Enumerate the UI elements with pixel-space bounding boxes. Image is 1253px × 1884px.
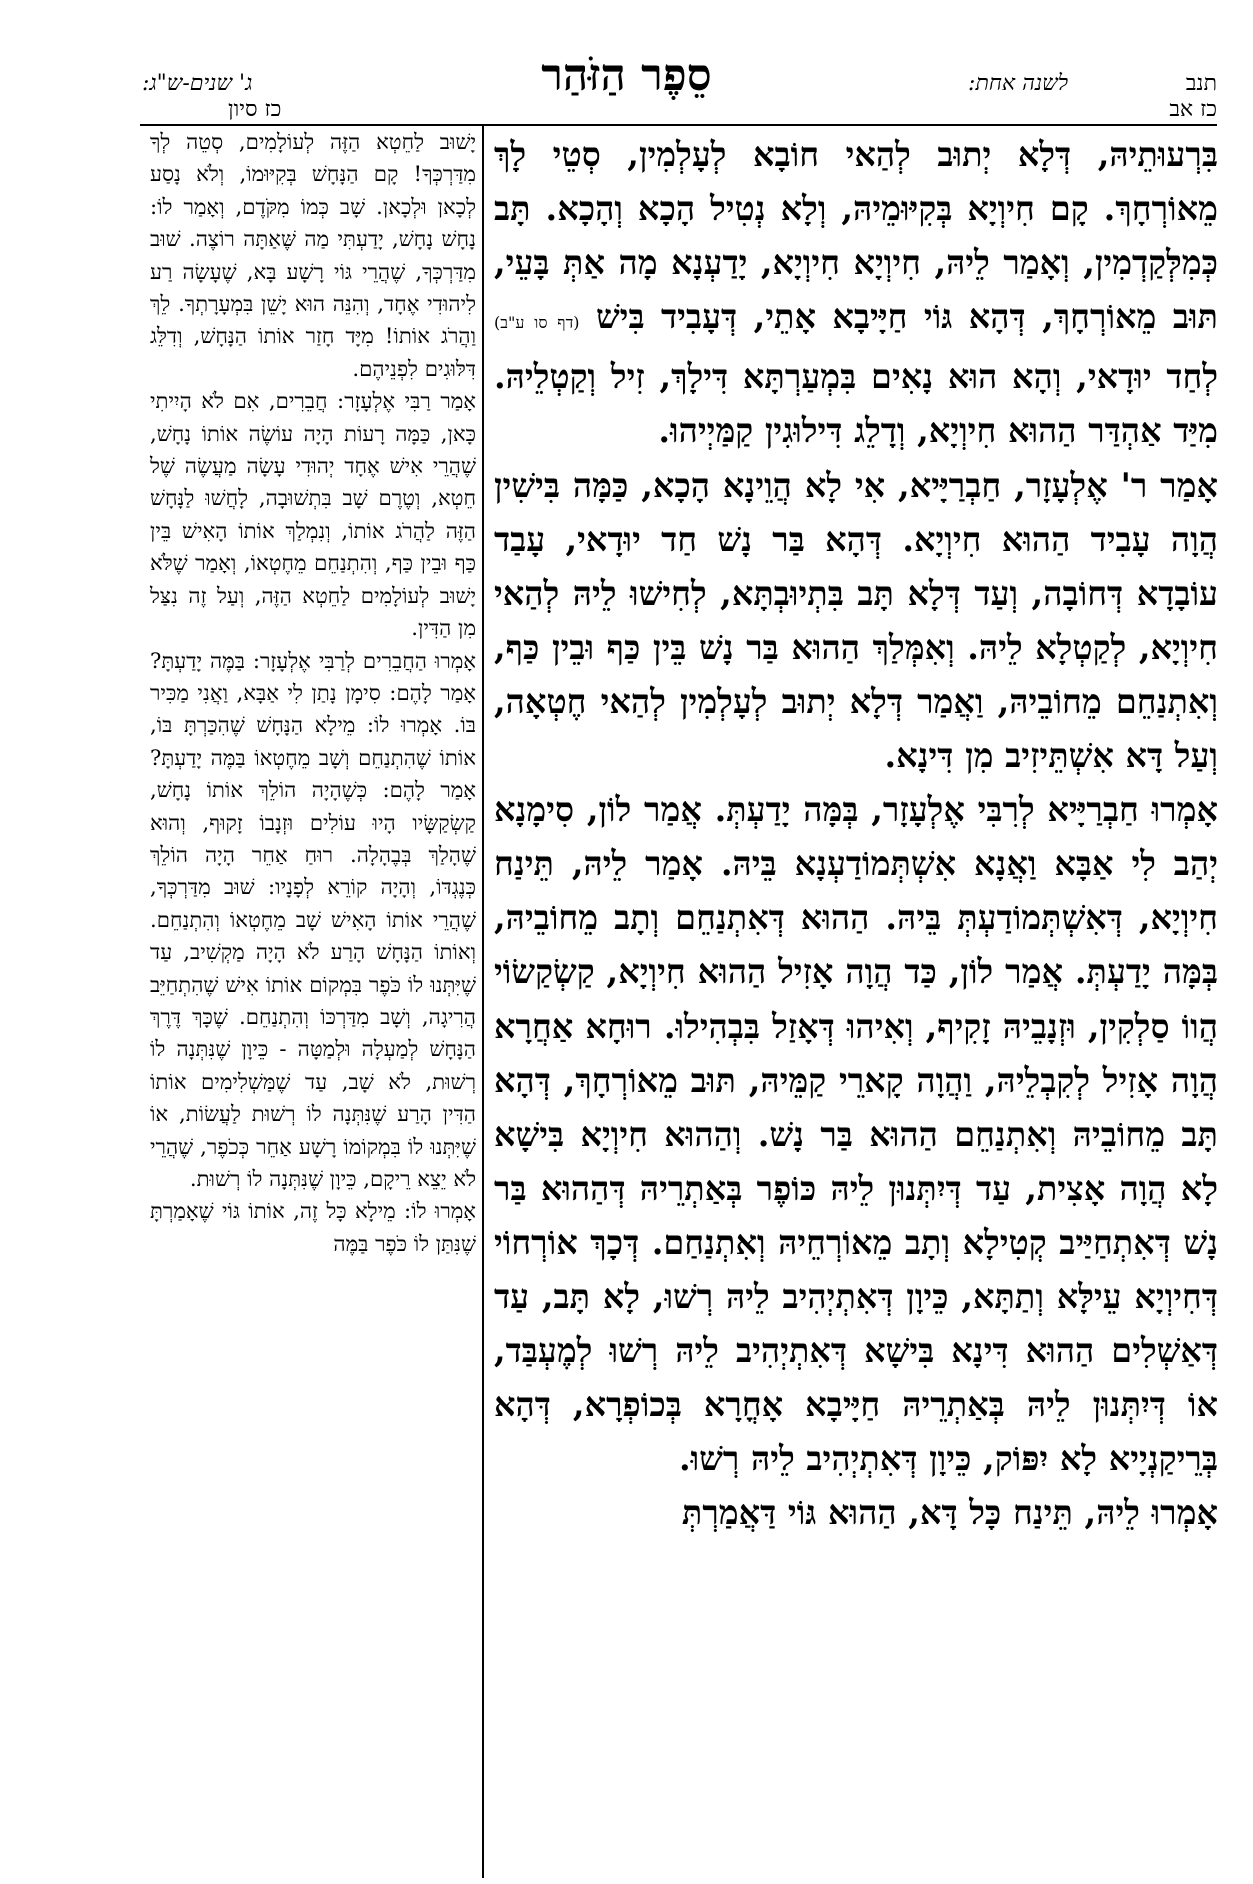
aramaic-text: בִּרְעוּתֵיהּ, דְּלָא יְתוּב לְהַאי חוֹבָא לְעָלְמִין, סְטֵי לָךְ מֵאוֹרְחָךְ. קָם חִיוְיָא בְּקִיּוּמֵיהּ, וְלָא נְטִיל הָכָא וְהָכָא. תָּב כְּמִלְּקַדְמִין, וְאָמַר לֵיהּ, חִיוְיָא חִיוְיָא, יָדַעְנָא מָה אַתְּ בָּעֵי, תּוּב מֵאוֹרְחָךְ, דְּהָא גּוֹי חַיָּיבָא אָתֵי, דְּעָבִיד בִּישׁ [494,135,1218,337]
aramaic-paragraph: אָמְרוּ חַבְרַיָּיא לְרִבִּי אֶלְעָזָר, בְּמָּה יָדַעְתְּ. אֲמַר לוֹן, סִימָנָא יְהַב לִי אַבָּא וַאֲנָא אִשְׁתְּמוֹדַעְנָא בֵּיהּ. אָמַר לֵיהּ, תֵּינַח חִיוְיָא, דְּאִשְׁתְּמוֹדַעְתְּ בֵּיהּ. הַהוּא דְּאִתְנַחֵם וְתָב מֵחוֹבֵיהּ, בְּמָּה יָדַעְתְּ. אֲמַר לוֹן, כַּד הֲוָה אָזִיל הַהוּא חִיוְיָא, קַשְׂקַשׂוֹי הֲווֹ סַלְקִין, וּזְנָבֵיהּ זָקִיף, וְאִיהוּ דְּאָזַל בִּבְהִילוּ. רוּחָא אַחֲרָא הֲוָה אָזִיל לְקִבְלֵיהּ, וַהֲוָה קָארֵי קַמֵּיהּ, תּוּב מֵאוֹרְחָךְ, דְּהָא תָּב מֵחוֹבֵיהּ וְאִתְנַחֵם הַהוּא בַּר נָשׁ. וְהַהוּא חִיוְיָא בִּישָׁא לָא הֲוָה אָצִית, עַד דְּיִתְּנוּן לֵיהּ כּוֹפֶר בְּאַתְרֵיהּ דְּהַהוּא בַּר נָשׁ דְּאִתְחַיַּיב קְטִילָא וְתָב מֵאוֹרְחֵיהּ וְאִתְנַחַם. דְּכָךְ אוֹרְחוֹי דְּחִיוְיָא עֵילָּא וְתַתָּא, כֵּיוָן דְּאִתְיְהִיב לֵיהּ רְשׁוּ, לָא תָּב, עַד דְּאַשְׁלִים הַהוּא דִּינָא בִּישָׁא דְּאִתְיְהִיב לֵיהּ רְשׁוּ לְמֶעְבַּד, אוֹ דְּיִתְּנוּן לֵיהּ בְּאַתְרֵיהּ חַיָּיבָא אָחֳרָא בְּכוֹפְרָא, דְּהָא בְּרֵיקַנְיָיא לָא יִפּוֹק, כֵּיוָן דְּאִתְיְהִיב לֵיהּ רְשׁוּ. [494,790,1218,1479]
hebrew-translation-column [150,126,476,1260]
column-divider [482,126,484,1878]
aramaic-paragraph [494,128,1218,459]
right-schedule-caption: לשנה אחת: [968,71,1068,96]
hebrew-paragraph: אָמַר רַבִּי אֶלְעָזָר: חֲבֵרִים, אִם לֹא הָיִיתִי כָּאן, כַּמָּה רָעוֹת הָיָה עוֹשֶׂה אוֹתוֹ נָחָשׁ, שֶׁהֲרֵי אִישׁ אֶחָד יְהוּדִי עָשָׂה מַעֲשֶׂה שֶׁל חֵטְא, וְטֶרֶם שָׁב בִּתְשׁוּבָה, לָחֲשׁוּ לַנָּחָשׁ הַזֶּה לַהֲרֹג אוֹתוֹ, וְנִמְלַךְ אוֹתוֹ הָאִישׁ בֵּין כַּף וּבֵין כַּף, וְהִתְנַחֵם מֵחֶטְאוֹ, וְאָמַר שֶׁלֹּא יָשׁוּב לְעוֹלָמִים לַחֵטְא הַזֶּה, וְעַל זֶה נִצַּל מִן הַדִּין. [150,388,476,641]
folio-reference: (דף סו ע"ב) [494,313,580,333]
aramaic-text: לְחַד יוּדָאי, וְהָא הוּא נָאִים בִּמְעַרְתָּא דִּילָךְ, זִיל וְקַטְלֵיהּ. מִיַּד אַהְדַּר הַהוּא חִיוְיָא, וְדָלֵג דִּילוּגִין קַמַּיְיהוּ. [494,357,1218,451]
hebrew-paragraph: אָמְרוּ הַחֲבֵרִים לְרַבִּי אֶלְעָזָר: בַּמֶּה יָדַעְתָּ? אָמַר לָהֶם: סִימָן נָתַן לִי אַבָּא, וַאֲנִי מַכִּיר בּוֹ. אָמְרוּ לוֹ: מֵילָא הַנָּחָשׁ שֶׁהִכַּרְתָּ בּוֹ, אוֹתוֹ שֶׁהִתְנַחֵם וְשָׁב מֵחֶטְאוֹ בַּמֶּה יָדַעְתָּ? אָמַר לָהֶם: כְּשֶׁהָיָה הוֹלֵךְ אוֹתוֹ נָחָשׁ, קַשְׂקַשָּׂיו הָיוּ עוֹלִים וּזְנָבוֹ זָקוּף, וְהוּא שֶׁהָלַךְ בְּבֶהָלָה. רוּחַ אַחֵר הָיָה הוֹלֵךְ כְּנֶגְדּוֹ, וְהָיָה קוֹרֵא לְפָנָיו: שׁוּב מִדַּרְכְּךָ, שֶׁהֲרֵי אוֹתוֹ הָאִישׁ שָׁב מֵחֶטְאוֹ וְהִתְנַחֵם. וְאוֹתוֹ הַנָּחָשׁ הָרַע לֹא הָיָה מַקְשִׁיב, עַד שֶׁיִּתְּנוּ לוֹ כֹּפֶר בִּמְקוֹם אוֹתוֹ אִישׁ שֶׁהִתְחַיֵּב הֲרִיגָה, וְשָׁב מִדַּרְכּוֹ וְהִתְנַחֵם. שֶׁכָּךְ דֶּרֶךְ הַנָּחָשׁ לְמַעְלָה וּלְמַטָּה - כֵּיוָן שֶׁנִּתְּנָה לוֹ רְשׁוּת, לֹא שָׁב, עַד שֶׁמַּשְׁלִימִים אוֹתוֹ הַדִּין הָרַע שֶׁנִּתְּנָה לוֹ רְשׁוּת לַעֲשׂוֹת, אוֹ שֶׁיִּתְּנוּ לוֹ בִּמְקוֹמוֹ רָשָׁע אַחֵר כְּכֹפֶר, שֶׁהֲרֵי לֹא יֵצֵא רֵיקָם, כֵּיוָן שֶׁנִּתְּנָה לוֹ רְשׁוּת. [150,647,476,1191]
hebrew-paragraph: יָשׁוּב לַחֵטְא הַזֶּה לְעוֹלָמִים, סְטֵה לְךָ מִדַּרְכְּךָ! קָם הַנָּחָשׁ בְּקִיּוּמוֹ, וְלֹא נָסַע לְכָאן וּלְכָאן. שָׁב כְּמוֹ מִקֹּדֶם, וְאָמַר לוֹ: נָחָשׁ נָחָשׁ, יָדַעְתִּי מַה שֶּׁאַתָּה רוֹצֶה. שׁוּב מִדַּרְכְּךָ, שֶׁהֲרֵי גּוֹי רָשָׁע בָּא, שֶׁעָשָׂה רַע לִיהוּדִי אֶחָד, וְהִנֵּה הוּא יָשֵׁן בִּמְעָרָתְךָ. לֵךְ וַהֲרֹג אוֹתוֹ! מִיָּד חָזַר אוֹתוֹ הַנָּחָשׁ, וְדִלֵּג דִּלּוּגִים לִפְנֵיהֶם. [150,129,476,381]
book-title: סֵפֶר הַזֹּהַר [541,50,712,101]
aramaic-paragraph: אָמַר ר' אֶלְעָזָר, חַבְרַיָּיא, אִי לָא הֲוֵינָא הָכָא, כַּמָּה בִּישִׁין הֲוָה עָבִיד הַהוּא חִיוְיָא. דְּהָא בַּר נָשׁ חַד יוּדָאי, עָבַד עוֹבָדָא דְּחוֹבָה, וְעַד דְּלָא תָּב בִּתְיוּבְתָּא, לְחִישׁוּ לֵיהּ לְהַאי חִיוְיָא, לְקַטְלָא לֵיהּ. וְאִמְּלַךְ הַהוּא בַּר נָשׁ בֵּין כַּף וּבֵין כַּף, וְאִתְנַחֵם מֵחוֹבֵיהּ, וַאֲמַר דְּלָא יְתוּב לְעָלְמִין לְהַאי חֶטְאָה, וְעַל דָּא אִשְׁתֵּיזִיב מִן דִּינָא. [494,465,1218,776]
left-schedule-caption: ג' שנים-ש"ג: [142,71,253,96]
hebrew-paragraph: אָמְרוּ לוֹ: מֵילָא כָּל זֶה, אוֹתוֹ גּוֹי שֶׁאָמַרְתָּ שֶׁנִּתַּן לוֹ כֹּפֶר בַּמֶּה [150,1198,476,1256]
right-date-label: כז אב [1169,97,1217,122]
aramaic-column [494,128,1218,1540]
aramaic-paragraph: אָמְרוּ לֵיהּ, תֵּינַח כָּל דָּא, הַהוּא גּוֹי דַּאֲמַרְתְּ [681,1493,1218,1533]
left-date-label: כז סיון [228,97,282,122]
page-number-label: תנב [1185,71,1217,96]
